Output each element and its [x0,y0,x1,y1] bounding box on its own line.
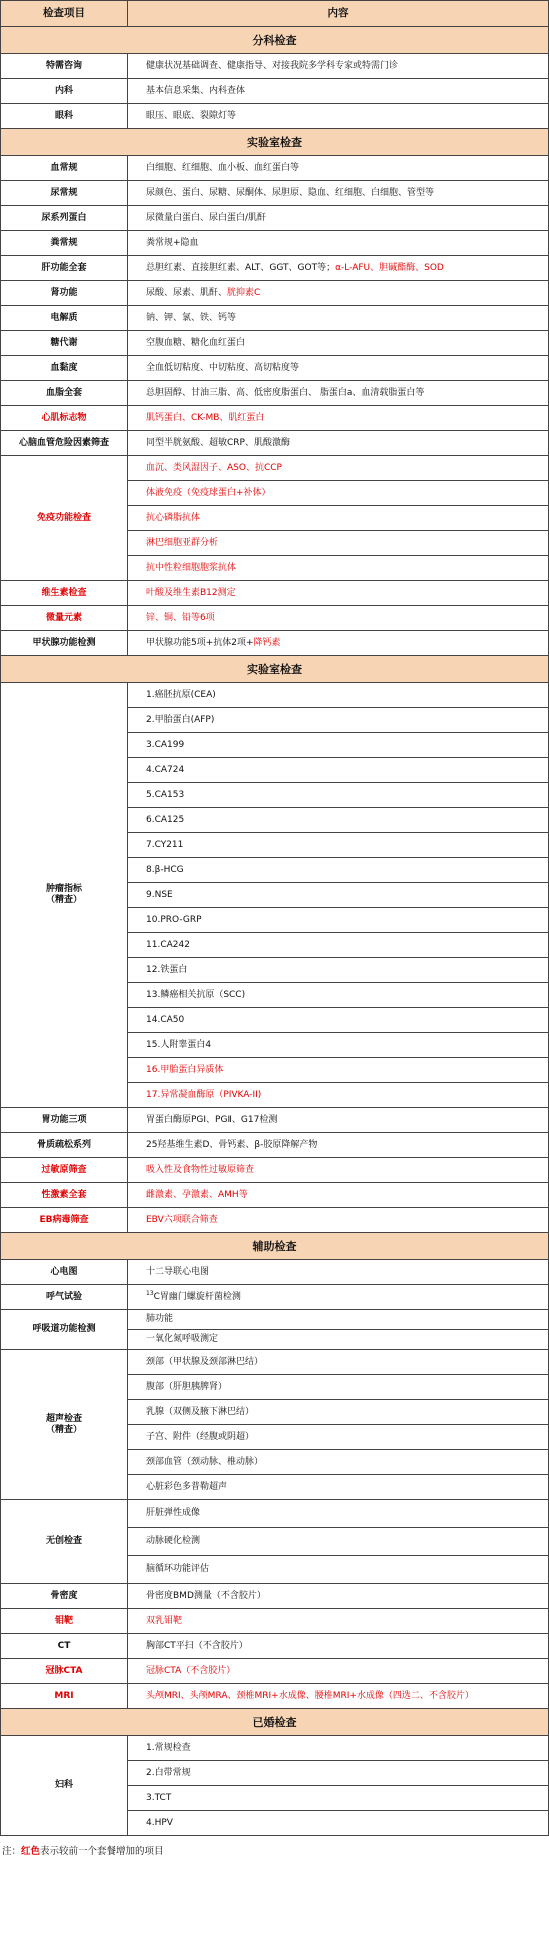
item-name: 性激素全套 [1,1183,128,1208]
item-name: 心电图 [1,1260,128,1285]
item-value: 尿颜色、蛋白、尿糖、尿酮体、尿胆原、隐血、红细胞、白细胞、管型等 [128,181,549,206]
item-value: 锌、铜、铅等6项 [128,606,549,631]
item-value: 10.PRO-GRP [128,908,549,933]
item-name: 粪常规 [1,231,128,256]
item-name: 心脑血管危险因素筛查 [1,431,128,456]
item-value: 3.CA199 [128,733,549,758]
footnote-red-keyword: 红色 [21,1846,41,1857]
item-name-line: 超声检查 [45,1413,82,1424]
item-value: 13.鳞癌相关抗原（SCC) [128,983,549,1008]
item-name: 过敏原筛查 [1,1158,128,1183]
item-value: 头颅MRI、头颅MRA、颈椎MRI+水成像、腰椎MRI+水成像（四选二、不含胶片） [128,1684,549,1709]
value-base: 总胆红素、直接胆红素、ALT、GGT、GOT等； [146,262,336,273]
item-value: 双乳钼靶 [128,1609,549,1634]
header-item: 检查项目 [1,1,128,27]
item-name: 骨质疏松系列 [1,1133,128,1158]
item-value: 6.CA125 [128,808,549,833]
table-row [1,356,549,381]
table-row [1,1158,549,1183]
item-name: 心肌标志物 [1,406,128,431]
item-value [128,631,549,656]
table-row [1,1108,549,1133]
value-added: 降钙素 [253,637,281,648]
item-name: 电解质 [1,306,128,331]
item-name: 尿系列蛋白 [1,206,128,231]
value-added: α-L-AFU、胆碱酯酶、SOD [335,262,444,273]
item-value: 骨密度BMD测量（不含胶片） [128,1584,549,1609]
table-row [1,1285,549,1310]
value-text: C胃幽门螺旋杆菌检测 [153,1291,241,1302]
item-value [128,256,549,281]
table-row [1,104,549,129]
item-value: 冠脉CTA（不含胶片） [128,1659,549,1684]
item-value: 2.白带常规 [128,1761,549,1786]
item-name-qualifier: （精查） [45,1424,82,1435]
item-name: 胃功能三项 [1,1108,128,1133]
item-name: 血脂全套 [1,381,128,406]
item-value: 心脏彩色多普勒超声 [128,1475,549,1500]
item-name-qualifier: （精查） [45,895,82,905]
item-name: 血常规 [1,156,128,181]
item-value: 1.常规检查 [128,1736,549,1761]
item-name: 骨密度 [1,1584,128,1609]
item-name: 眼科 [1,104,128,129]
item-value: 颈部血管（颈动脉、椎动脉） [128,1450,549,1475]
item-name: MRI [1,1684,128,1709]
item-value: 淋巴细胞亚群分析 [128,531,549,556]
item-value: 血沉、类风湿因子、ASO、抗CCP [128,456,549,481]
table-row [1,331,549,356]
item-name: 无创检查 [1,1500,128,1584]
table-row [1,381,549,406]
table-row [1,1183,549,1208]
item-name [1,1350,128,1500]
item-name: 肝功能全套 [1,256,128,281]
item-value: 颈部（甲状腺及颈部淋巴结） [128,1350,549,1375]
item-name: 免疫功能检查 [1,456,128,581]
table-row [1,1584,549,1609]
table-row [1,1133,549,1158]
item-value: 全血低切粘度、中切粘度、高切粘度等 [128,356,549,381]
item-value: 25羟基维生素D、骨钙素、β-胶原降解产物 [128,1133,549,1158]
table-header [1,1,549,27]
item-value [128,281,549,306]
item-name: 呼吸道功能检测 [1,1310,128,1350]
item-name: 维生素检查 [1,581,128,606]
item-value: 健康状况基础调查、健康指导、对接我院多学科专家或特需门诊 [128,54,549,79]
item-name: EB病毒筛查 [1,1208,128,1233]
item-value: 一氧化氮呼吸测定 [128,1330,549,1350]
item-value: 腹部（肝胆胰脾肾） [128,1375,549,1400]
item-name: 糖代谢 [1,331,128,356]
table-row [1,54,549,79]
section-title: 辅助检查 [1,1233,549,1260]
item-name: 冠脉CTA [1,1659,128,1684]
item-value: 15.人附睾蛋白4 [128,1033,549,1058]
item-value: 十二导联心电图 [128,1260,549,1285]
item-value: 肝脏弹性成像 [128,1500,549,1528]
item-value: 11.CA242 [128,933,549,958]
item-value: 肌钙蛋白、CK-MB、肌红蛋白 [128,406,549,431]
table-row [1,1350,549,1375]
item-value: 子宫、附件（经腹或阴超） [128,1425,549,1450]
item-name: 钼靶 [1,1609,128,1634]
item-value: 胸部CT平扫（不含胶片） [128,1634,549,1659]
item-value: 8.β-HCG [128,858,549,883]
section-title: 已婚检查 [1,1709,549,1736]
item-name: 微量元素 [1,606,128,631]
table-row [1,456,549,481]
item-value [128,1285,549,1310]
section-title: 分科检查 [1,27,549,54]
table-row [1,306,549,331]
item-value: 吸入性及食物性过敏原筛查 [128,1158,549,1183]
section-title: 实验室检查 [1,656,549,683]
item-value: EBV六项联合筛查 [128,1208,549,1233]
table-row [1,1208,549,1233]
table-row [1,256,549,281]
item-name: CT [1,1634,128,1659]
item-value: 1.癌胚抗原(CEA) [128,683,549,708]
table-row [1,431,549,456]
item-name [1,683,128,1108]
table-row [1,281,549,306]
item-value: 体液免疫（免疫球蛋白+补体） [128,481,549,506]
item-value: 4.CA724 [128,758,549,783]
item-value: 胃蛋白酶原PGⅠ、PGⅡ、G17检测 [128,1108,549,1133]
item-value: 12.铁蛋白 [128,958,549,983]
item-value: 尿微量白蛋白、尿白蛋白/肌酐 [128,206,549,231]
section-title: 实验室检查 [1,129,549,156]
table-row [1,406,549,431]
value-base: 尿酸、尿素、肌酐、 [146,287,228,298]
item-name: 尿常规 [1,181,128,206]
item-name: 内科 [1,79,128,104]
table-row [1,79,549,104]
item-value: 14.CA50 [128,1008,549,1033]
table-row [1,1659,549,1684]
item-value: 总胆固醇、甘油三脂、高、低密度脂蛋白、 脂蛋白a、血清载脂蛋白等 [128,381,549,406]
item-value: 眼压、眼底、裂隙灯等 [128,104,549,129]
table-row [1,206,549,231]
item-name: 血黏度 [1,356,128,381]
item-value: 基本信息采集、内科查体 [128,79,549,104]
item-value: 5.CA153 [128,783,549,808]
item-value: 脑循环功能评估 [128,1556,549,1584]
item-value: 9.NSE [128,883,549,908]
item-value: 空腹血糖、糖化血红蛋白 [128,331,549,356]
footnote-prefix: 注： [2,1846,22,1857]
isotope-superscript: 13 [146,1289,154,1297]
item-value: 4.HPV [128,1811,549,1836]
value-added: 胱抑素C [227,287,261,298]
item-value: 钠、钾、氯、铁、钙等 [128,306,549,331]
table-row [1,156,549,181]
item-value: 乳腺（双侧及腋下淋巴结） [128,1400,549,1425]
item-value: 动脉硬化检测 [128,1528,549,1556]
table-row [1,181,549,206]
item-name: 妇科 [1,1736,128,1836]
value-base: 甲状腺功能5项+抗体2项+ [146,637,254,648]
item-value: 2.甲胎蛋白(AFP) [128,708,549,733]
table-row [1,606,549,631]
item-value: 抗中性粒细胞胞浆抗体 [128,556,549,581]
item-value: 粪常规+隐血 [128,231,549,256]
item-name: 肾功能 [1,281,128,306]
table-row [1,1736,549,1761]
footnote [0,1836,549,1864]
item-name: 特需咨询 [1,54,128,79]
item-value: 同型半胱氨酸、超敏CRP、肌酸激酶 [128,431,549,456]
table-row [1,1609,549,1634]
item-value: 叶酸及维生素B12测定 [128,581,549,606]
item-value: 白细胞、红细胞、血小板、血红蛋白等 [128,156,549,181]
table-row [1,581,549,606]
header-content: 内容 [128,1,549,27]
table-row [1,631,549,656]
item-name: 甲状腺功能检测 [1,631,128,656]
table-row [1,1684,549,1709]
item-name: 呼气试验 [1,1285,128,1310]
item-value: 肺功能 [128,1310,549,1330]
item-value: 17.异常凝血酶原（PIVKA-II) [128,1083,549,1108]
table-row [1,1260,549,1285]
table-row [1,1500,549,1528]
table-row [1,683,549,708]
table-row [1,1634,549,1659]
item-value: 7.CY211 [128,833,549,858]
table-row [1,231,549,256]
item-value: 3.TCT [128,1786,549,1811]
item-value: 16.甲胎蛋白异质体 [128,1058,549,1083]
item-value: 雌激素、孕激素、AMH等 [128,1183,549,1208]
table-row [1,1310,549,1330]
item-value: 抗心磷脂抗体 [128,506,549,531]
footnote-text: 表示较前一个套餐增加的项目 [40,1846,164,1857]
item-name-line: 肿瘤指标 [45,884,82,894]
